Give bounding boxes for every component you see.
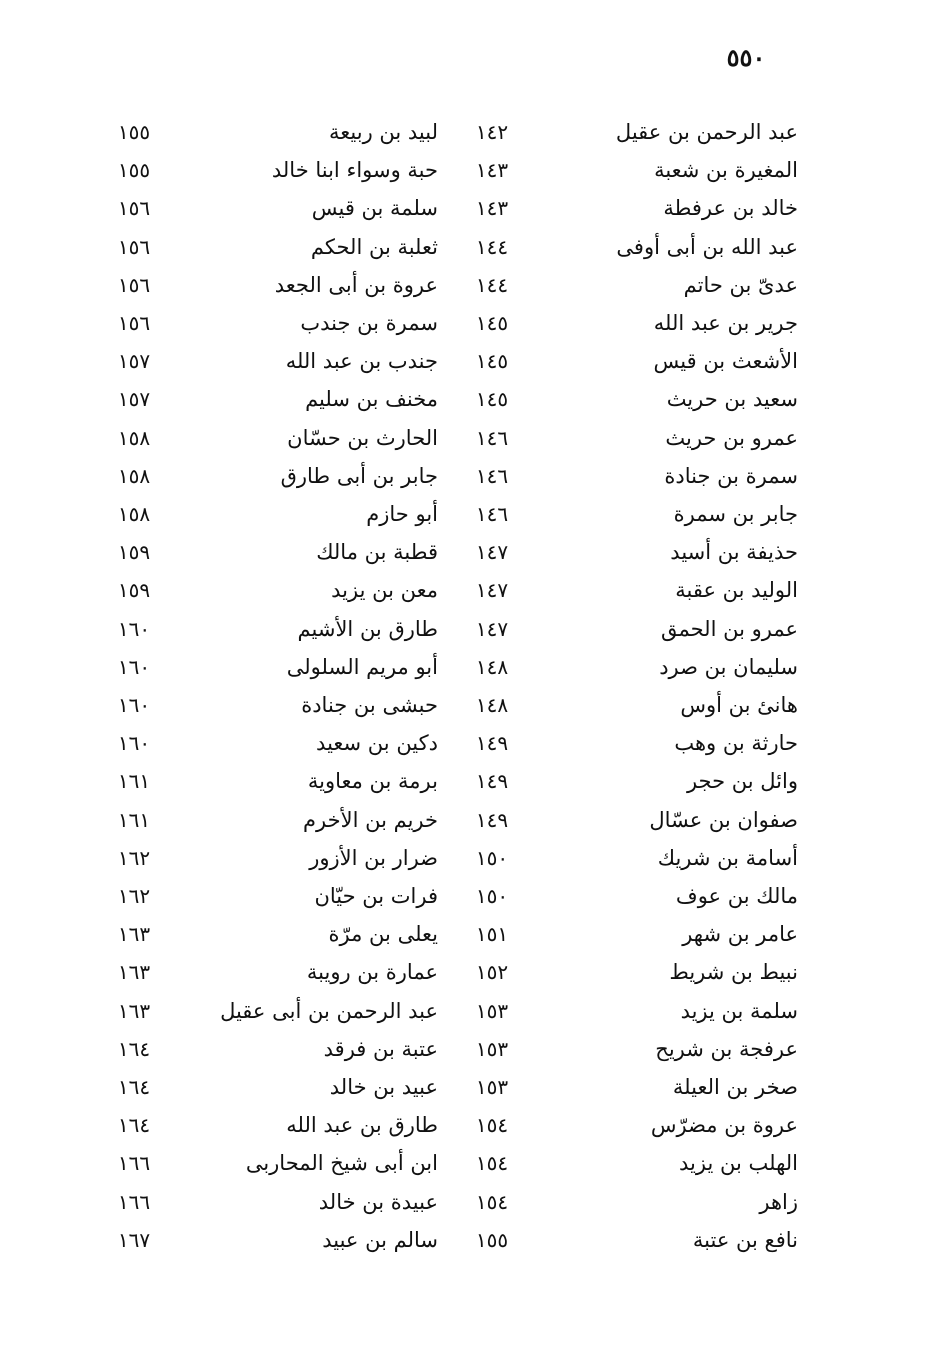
index-row [0, 342, 925, 380]
entry-page-right: ١٤٣ [475, 158, 509, 183]
entry-name-left: سمرة بن جندب [300, 311, 438, 335]
entry-page-left: ١٦٠ [117, 616, 151, 641]
entry-page-left: ١٦٣ [117, 922, 151, 947]
entry-name-right: الأشعث بن قيس [653, 349, 798, 374]
entry-page-left: ١٥٨ [117, 425, 151, 450]
entry-page-left: ١٥٩ [117, 540, 151, 565]
index-row [0, 953, 925, 991]
index-row [0, 1183, 925, 1221]
entry-page-right: ١٤٧ [475, 540, 509, 565]
entry-name-right: عمرو بن حريث [665, 425, 798, 450]
entry-name-left: عبيد بن خالد [329, 1075, 438, 1099]
entry-name-left: عبيدة بن خالد [318, 1189, 438, 1214]
entry-name-right: نبيط بن شريط [669, 960, 798, 985]
entry-page-left: ١٦٧ [117, 1227, 151, 1252]
entry-page-right: ١٤٤ [475, 234, 509, 259]
index-row [0, 1106, 925, 1144]
entry-name-left: خريم بن الأخرم [303, 807, 438, 832]
entry-name-left: مخنف بن سليم [305, 387, 438, 412]
entry-name-right: المغيرة بن شعبة [654, 158, 798, 183]
entry-name-right: سعيد بن حريث [666, 387, 798, 412]
index-row [0, 380, 925, 418]
entry-name-left: سلمة بن قيس [311, 196, 438, 221]
entry-name-left: يعلى بن مرّة [328, 922, 438, 947]
entry-page-left: ١٥٨ [117, 463, 151, 488]
entry-page-right: ١٥٤ [475, 1151, 509, 1176]
entry-name-right: عبد الرحمن بن عقيل [615, 120, 798, 144]
entry-page-left: ١٦٢ [117, 845, 151, 870]
entry-page-right: ١٤٩ [475, 769, 509, 794]
entry-name-right: هانئ بن أوس [680, 693, 798, 717]
entry-name-left: أبو مريم السلولى [286, 654, 438, 679]
entry-page-left: ١٥٦ [117, 196, 151, 221]
entry-page-right: ١٤٨ [475, 693, 509, 717]
entry-name-right: حارثة بن وهب [674, 731, 798, 756]
index-row [0, 610, 925, 648]
entry-page-left: ١٥٦ [117, 234, 151, 259]
entry-name-left: جندب بن عبد الله [285, 349, 438, 374]
entry-page-left: ١٥٩ [117, 578, 151, 603]
entry-page-left: ١٥٧ [117, 349, 151, 374]
entry-page-right: ١٥٣ [475, 998, 509, 1023]
entry-page-right: ١٥٣ [475, 1075, 509, 1099]
index-row [0, 151, 925, 189]
entry-page-left: ١٦١ [117, 769, 151, 794]
entry-page-left: ١٦٤ [117, 1113, 151, 1138]
entry-name-left: قطبة بن مالك [316, 540, 438, 565]
entry-name-right: جابر بن سمرة [673, 502, 798, 526]
entry-page-left: ١٦١ [117, 807, 151, 832]
entry-name-left: دكين بن سعيد [316, 731, 438, 756]
entry-page-right: ١٥٤ [475, 1189, 509, 1214]
index-row [0, 648, 925, 686]
entry-name-left: الحارث بن حسّان [287, 425, 438, 450]
index-row [0, 304, 925, 342]
entry-name-right: عمرو بن الحمق [660, 616, 798, 641]
index-row [0, 1068, 925, 1106]
entry-page-left: ١٦٤ [117, 1036, 151, 1061]
entry-name-right: عروة بن مضرّس [650, 1113, 798, 1138]
entry-page-right: ١٤٦ [475, 502, 509, 526]
entry-page-left: ١٦٠ [117, 654, 151, 679]
entry-page-left: ١٦٠ [117, 731, 151, 756]
index-row [0, 801, 925, 839]
entry-page-right: ١٤٣ [475, 196, 509, 221]
index-row [0, 457, 925, 495]
entry-page-right: ١٥٠ [475, 884, 509, 908]
index-row [0, 1144, 925, 1182]
entry-name-right: الهلب بن يزيد [679, 1151, 798, 1176]
entry-page-left: ١٦٦ [117, 1151, 151, 1176]
entry-name-left: ثعلبة بن الحكم [310, 234, 438, 259]
entry-name-right: مالك بن عوف [675, 884, 798, 908]
entry-page-left: ١٦٢ [117, 884, 151, 908]
entry-name-right: وائل بن حجر [686, 769, 798, 794]
index-row [0, 571, 925, 609]
entry-name-right: زاهر [759, 1189, 798, 1214]
entry-name-left: ضرار بن الأزور [309, 845, 438, 870]
entry-name-left: أبو حازم [366, 502, 438, 526]
entry-page-right: ١٤٢ [475, 120, 509, 144]
entry-page-right: ١٤٩ [475, 807, 509, 832]
index-row [0, 724, 925, 762]
entry-name-right: صفوان بن عسّال [649, 807, 798, 832]
index-row [0, 992, 925, 1030]
entry-name-right: جرير بن عبد الله [653, 311, 798, 335]
entry-page-left: ١٦٤ [117, 1075, 151, 1099]
entry-name-left: سالم بن عبيد [322, 1227, 438, 1252]
entry-page-right: ١٤٧ [475, 578, 509, 603]
index-row [0, 533, 925, 571]
index-row [0, 266, 925, 304]
entry-page-left: ١٥٦ [117, 272, 151, 297]
entry-name-left: فرات بن حيّان [314, 884, 438, 908]
entry-page-left: ١٦٣ [117, 960, 151, 985]
index-row [0, 762, 925, 800]
index-row [0, 1030, 925, 1068]
entry-name-right: سليمان بن صرد [659, 654, 798, 679]
entry-name-right: سلمة بن يزيد [680, 998, 798, 1023]
page-number: ٥٥٠ [726, 43, 766, 72]
index-row [0, 877, 925, 915]
entry-name-right: عامر بن شهر [682, 922, 798, 947]
entry-page-right: ١٥٢ [475, 960, 509, 985]
entry-page-right: ١٤٩ [475, 731, 509, 756]
entry-page-left: ١٦٦ [117, 1189, 151, 1214]
entry-name-right: الوليد بن عقبة [675, 578, 798, 603]
entry-page-right: ١٤٤ [475, 272, 509, 297]
entry-page-right: ١٥١ [475, 922, 509, 947]
entry-page-right: ١٥٠ [475, 845, 509, 870]
entry-name-right: نافع بن عتبة [692, 1227, 798, 1252]
entry-name-right: عدىّ بن حاتم [683, 272, 798, 297]
entry-name-left: معن بن يزيد [331, 578, 438, 603]
index-row [0, 189, 925, 227]
entry-name-left: حبة وسواء ابنا خالد [271, 158, 438, 183]
entry-name-left: لبيد بن ربيعة [329, 120, 438, 144]
index-row [0, 113, 925, 151]
entry-name-right: خالد بن عرفطة [663, 196, 798, 221]
entry-page-left: ١٥٦ [117, 311, 151, 335]
entry-name-right: أسامة بن شريك [657, 845, 798, 870]
entry-name-right: حذيفة بن أسيد [670, 540, 798, 565]
entry-name-left: عتبة بن فرقد [323, 1036, 438, 1061]
entry-name-left: برمة بن معاوية [307, 769, 438, 794]
entry-name-right: عرفجة بن شريح [655, 1036, 798, 1061]
index-row [0, 686, 925, 724]
entry-page-left: ١٦٠ [117, 693, 151, 717]
entry-name-left: طارق بن عبد الله [286, 1113, 438, 1138]
index-row [0, 419, 925, 457]
entry-page-right: ١٤٧ [475, 616, 509, 641]
entry-name-right: صخر بن العيلة [672, 1075, 798, 1099]
entry-name-left: طارق بن الأشيم [297, 616, 438, 641]
entry-page-right: ١٥٣ [475, 1036, 509, 1061]
entry-page-left: ١٦٣ [117, 998, 151, 1023]
entry-name-left: ابن أبى شيخ المحاربى [245, 1151, 438, 1176]
entry-name-left: عمارة بن رويبة [306, 960, 438, 985]
index-row [0, 1221, 925, 1259]
entry-page-left: ١٥٥ [117, 120, 151, 144]
entry-page-right: ١٥٥ [475, 1227, 509, 1252]
entry-page-left: ١٥٥ [117, 158, 151, 183]
entry-page-right: ١٥٤ [475, 1113, 509, 1138]
entry-page-left: ١٥٧ [117, 387, 151, 412]
entry-page-left: ١٥٨ [117, 502, 151, 526]
entry-page-right: ١٤٦ [475, 463, 509, 488]
index-row [0, 495, 925, 533]
index-row [0, 228, 925, 266]
entry-page-right: ١٤٥ [475, 387, 509, 412]
entry-page-right: ١٤٦ [475, 425, 509, 450]
entry-page-right: ١٤٥ [475, 311, 509, 335]
index-row [0, 915, 925, 953]
index-row [0, 839, 925, 877]
entry-name-left: جابر بن أبى طارق [280, 463, 438, 488]
entry-name-left: عروة بن أبى الجعد [274, 272, 438, 297]
entry-name-right: عبد الله بن أبى أوفى [616, 234, 798, 259]
entry-page-right: ١٤٥ [475, 349, 509, 374]
entry-name-left: عبد الرحمن بن أبى عقيل [220, 998, 438, 1023]
entry-name-right: سمرة بن جنادة [664, 463, 798, 488]
entry-name-left: حبشى بن جنادة [301, 693, 438, 717]
entry-page-right: ١٤٨ [475, 654, 509, 679]
